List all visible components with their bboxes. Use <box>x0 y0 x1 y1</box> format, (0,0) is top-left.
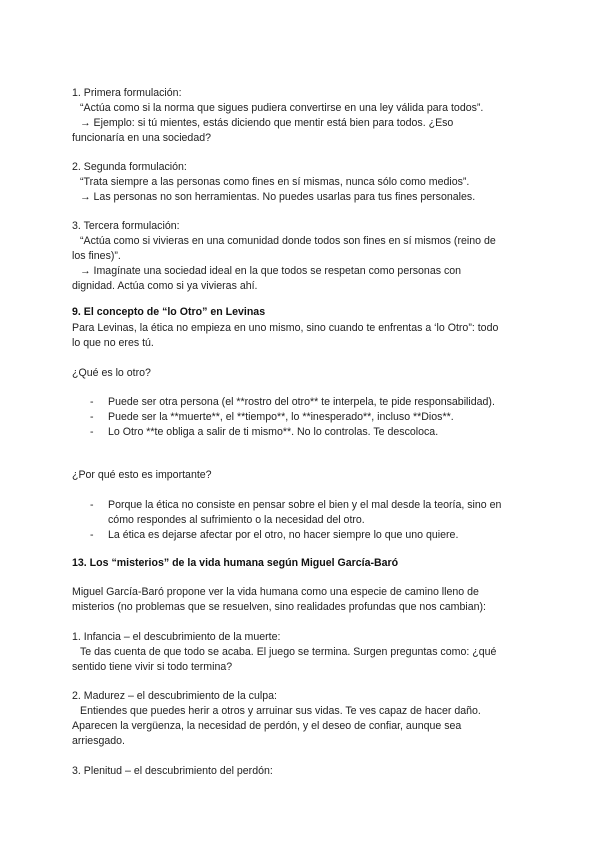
formulation-3-title: 3. Tercera formulación: <box>72 220 180 232</box>
baro-heading: 13. Los “misterios” de la vida humana según Miguel García-Baró <box>72 557 399 569</box>
levinas-heading: 9. El concepto de “lo Otro” en Levinas <box>72 306 266 318</box>
mystery-2-title: 2. Madurez – el descubrimiento de la culpa: <box>72 690 277 702</box>
formulation-1-note-cont: funcionaría en una sociedad? <box>72 132 212 144</box>
levinas-question-1: ¿Qué es lo otro? <box>72 367 151 379</box>
formulation-3-quote: “Actúa como si vivieras en una comunidad donde todos son fines en sí mismos (reino de <box>80 235 496 247</box>
formulation-1-quote: “Actúa como si la norma que sigues pudiera convertirse en una ley válida para todos”. <box>80 102 484 114</box>
list-item-text: Puede ser la **muerte**, el **tiempo**, lo **inesperado**, incluso **Dios**. <box>108 411 454 423</box>
formulation-2-note: → Las personas no son herramientas. No puedes usarlas para tus fines personales. <box>80 191 476 203</box>
formulation-2-quote: “Trata siempre a las personas como fines en sí mismas, nunca sólo como medios”. <box>80 176 470 188</box>
mystery-2-text: Entiendes que puedes herir a otros y arruinar sus vidas. Te ves capaz de hacer daño. <box>80 705 481 717</box>
formulation-3-note: → Imagínate una sociedad ideal en la que todos se respetan como personas con <box>80 265 462 277</box>
formulation-1-title: 1. Primera formulación: <box>72 87 182 99</box>
list-dash: - <box>90 396 94 408</box>
list-item-text-cont: cómo respondes al sufrimiento o la necesidad del otro. <box>108 514 365 526</box>
list-item-text: Puede ser otra persona (el **rostro del otro** te interpela, te pide responsabilidad). <box>108 396 495 408</box>
list-dash: - <box>90 426 94 438</box>
list-item-text: Porque la ética no consiste en pensar sobre el bien y el mal desde la teoría, sino en <box>108 499 502 511</box>
list-item-text: Lo Otro **te obliga a salir de ti mismo**. No lo controlas. Te descoloca. <box>108 426 439 438</box>
baro-intro: Miguel García-Baró propone ver la vida humana como una especie de camino lleno de <box>72 586 479 598</box>
list-dash: - <box>90 529 94 541</box>
formulation-3-quote-cont: los fines)”. <box>72 250 121 262</box>
list-dash: - <box>90 499 94 511</box>
formulation-2-title: 2. Segunda formulación: <box>72 161 187 173</box>
mystery-1-title: 1. Infancia – el descubrimiento de la muerte: <box>72 631 281 643</box>
levinas-intro-cont: lo que no eres tú. <box>72 337 154 349</box>
list-item-text: La ética es dejarse afectar por el otro, no hacer siempre lo que uno quiere. <box>108 529 459 541</box>
mystery-3-title: 3. Plenitud – el descubrimiento del perdón: <box>72 765 273 777</box>
levinas-question-2: ¿Por qué esto es importante? <box>72 469 212 481</box>
mystery-2-text-cont: Aparecen la vergüenza, la necesidad de perdón, y el deseo de confiar, aunque sea <box>72 720 462 732</box>
formulation-1-note: → Ejemplo: si tú mientes, estás diciendo que mentir está bien para todos. ¿Eso <box>80 117 454 129</box>
baro-intro-cont: misterios (no problemas que se resuelven, sino realidades profundas que nos cambian): <box>72 601 486 613</box>
levinas-intro: Para Levinas, la ética no empieza en uno mismo, sino cuando te enfrentas a ‘lo Otro”: todo <box>72 322 499 334</box>
mystery-2-text-cont-2: arriesgado. <box>72 735 125 747</box>
formulation-3-note-cont: dignidad. Actúa como si ya vivieras ahí. <box>72 280 258 292</box>
list-dash: - <box>90 411 94 423</box>
mystery-1-text: Te das cuenta de que todo se acaba. El juego se termina. Surgen preguntas como: ¿qué <box>80 646 497 658</box>
mystery-1-text-cont: sentido tiene vivir si todo termina? <box>72 661 233 673</box>
